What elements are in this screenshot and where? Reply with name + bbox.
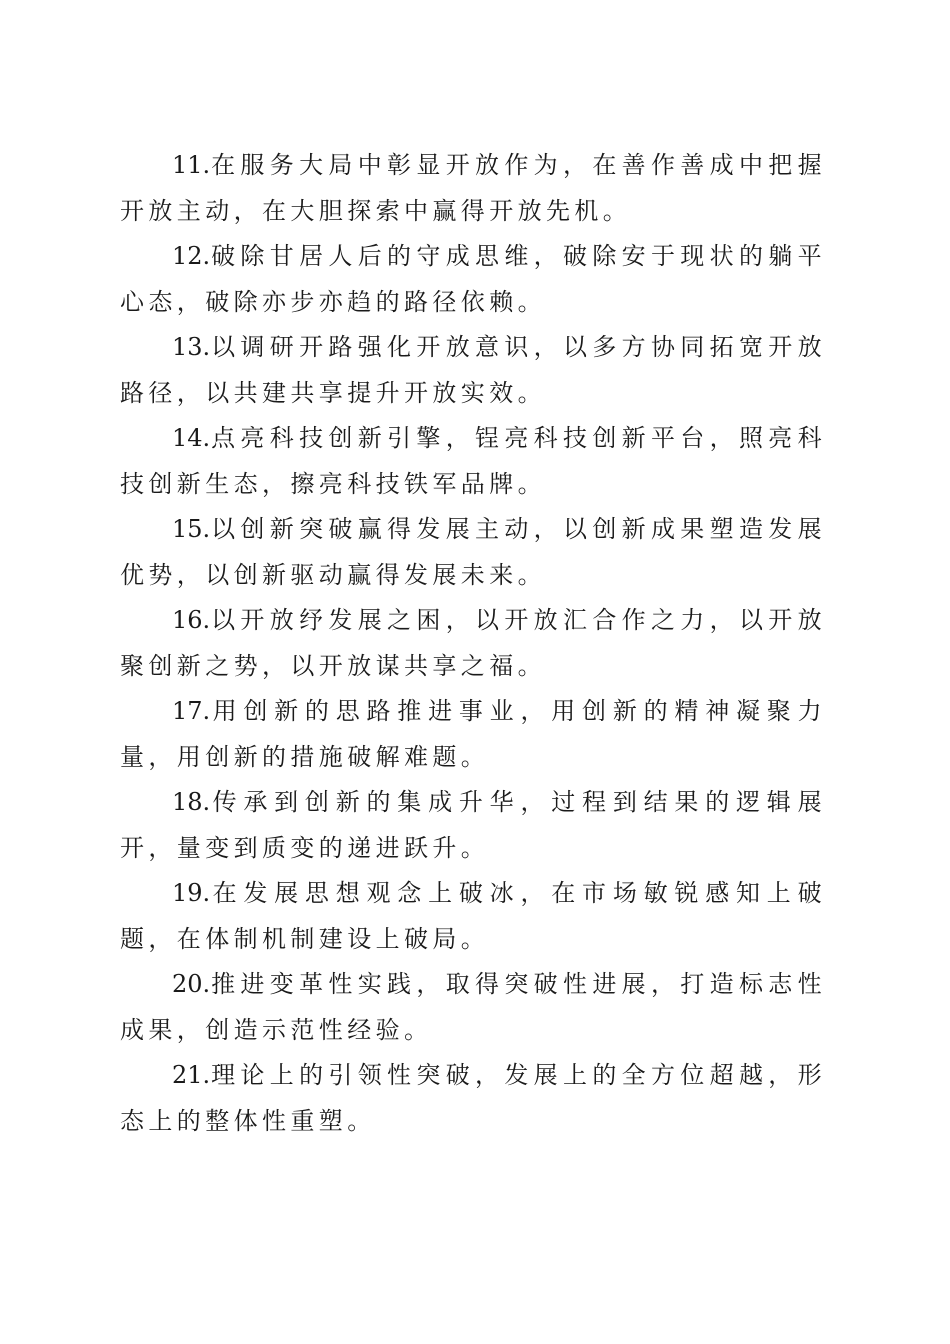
paragraph-text: 破除甘居人后的守成思维，破除安于现状的躺平心态，破除亦步亦趋的路径依赖。 (120, 242, 826, 316)
paragraph-text: 传承到创新的集成升华，过程到结果的逻辑展开，量变到质变的递进跃升。 (120, 788, 826, 862)
paragraph-21 (120, 1053, 826, 1144)
paragraph-14 (120, 416, 826, 507)
paragraph-number: 20. (172, 970, 211, 998)
paragraph-number: 18. (172, 788, 211, 816)
paragraph-18 (120, 780, 826, 871)
paragraph-16 (120, 598, 826, 689)
paragraph-number: 17. (172, 697, 211, 725)
paragraph-13 (120, 325, 826, 416)
paragraph-19 (120, 871, 826, 962)
paragraph-number: 16. (172, 606, 211, 634)
paragraph-text: 以创新突破赢得发展主动，以创新成果塑造发展优势，以创新驱动赢得发展未来。 (120, 515, 826, 589)
paragraph-15 (120, 507, 826, 598)
paragraph-text: 在发展思想观念上破冰，在市场敏锐感知上破题，在体制机制建设上破局。 (120, 879, 826, 953)
paragraph-text: 在服务大局中彰显开放作为，在善作善成中把握开放主动，在大胆探索中赢得开放先机。 (120, 151, 826, 225)
paragraph-number: 15. (172, 515, 211, 543)
paragraph-number: 11. (172, 151, 211, 179)
paragraph-text: 点亮科技创新引擎，锃亮科技创新平台，照亮科技创新生态，擦亮科技铁军品牌。 (120, 424, 826, 498)
paragraph-number: 21. (172, 1061, 211, 1089)
document-body (120, 143, 826, 1144)
paragraph-12 (120, 234, 826, 325)
paragraph-11 (120, 143, 826, 234)
paragraph-text: 用创新的思路推进事业，用创新的精神凝聚力量，用创新的措施破解难题。 (120, 697, 826, 771)
paragraph-17 (120, 689, 826, 780)
paragraph-20 (120, 962, 826, 1053)
paragraph-text: 以开放纾发展之困，以开放汇合作之力，以开放聚创新之势，以开放谋共享之福。 (120, 606, 826, 680)
paragraph-number: 14. (172, 424, 211, 452)
paragraph-text: 理论上的引领性突破，发展上的全方位超越，形态上的整体性重塑。 (120, 1061, 826, 1135)
paragraph-number: 12. (172, 242, 211, 270)
paragraph-text: 以调研开路强化开放意识，以多方协同拓宽开放路径，以共建共享提升开放实效。 (120, 333, 826, 407)
paragraph-text: 推进变革性实践，取得突破性进展，打造标志性成果，创造示范性经验。 (120, 970, 826, 1044)
paragraph-number: 13. (172, 333, 211, 361)
paragraph-number: 19. (172, 879, 211, 907)
